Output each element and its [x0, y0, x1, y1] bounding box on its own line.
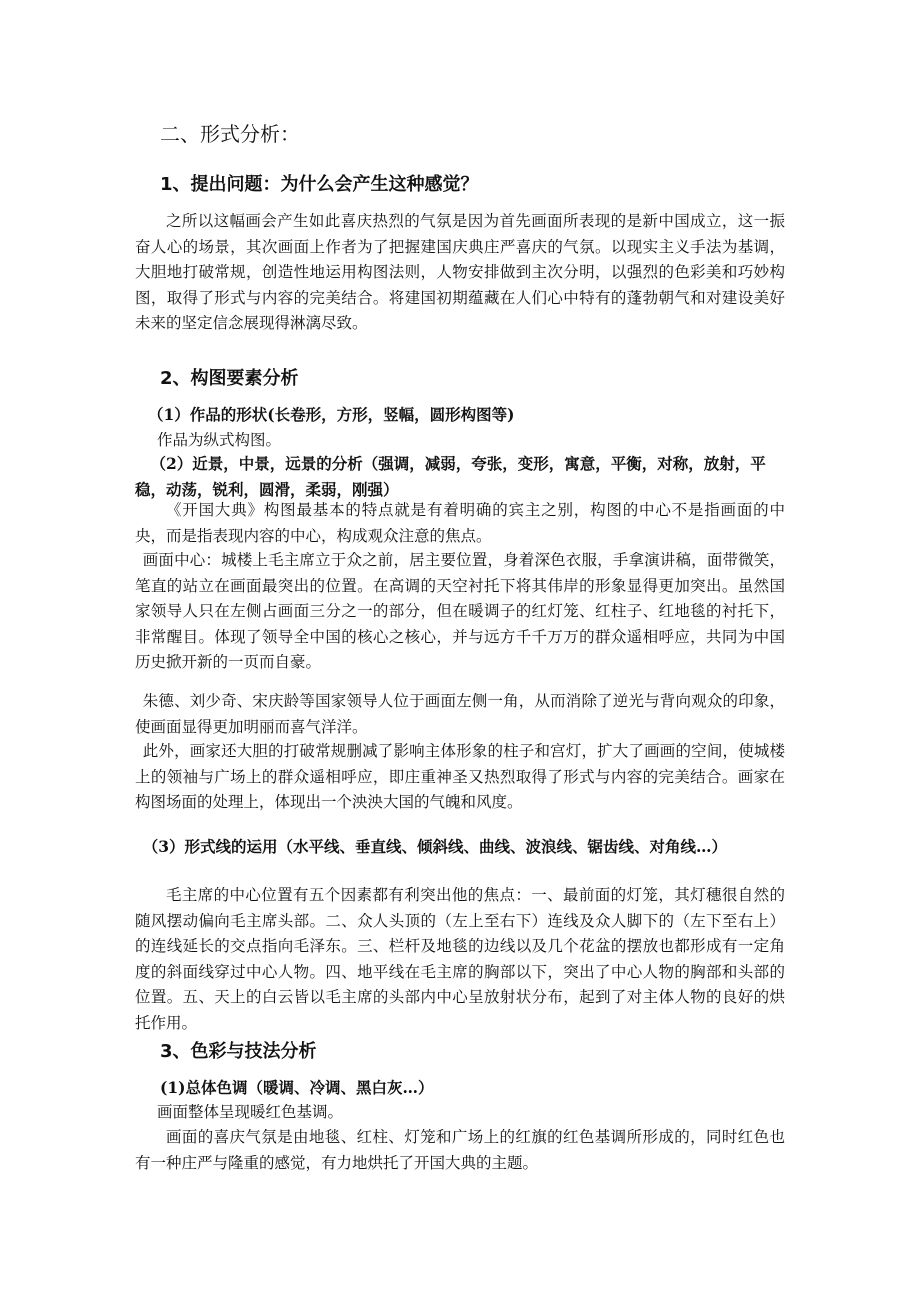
- depth-subheading: （2）近景，中景，远景的分析（强调，减弱，夸张，变形，寓意，平衡，对称，放射，平稳，动荡，锐利，圆滑，柔弱，刚强）: [135, 454, 766, 499]
- depth-paragraph-2: 画面中心：城楼上毛主席立于众之前，居主要位置，身着深色衣服，手拿演讲稿，面带微笑，笔直的站立在画面最突出的位置。在高调的天空衬托下将其伟岸的形象显得更加突出。虽然国家领导人只在左侧占画面三分之一的部分，但在暖调子的红灯笼、红柱子、红地毯的衬托下，非常醒目。体现了领导全中国的核心之核心，并与远方千千万万的群众遥相呼应，共同为中国历史掀开新的一页而自豪。: [135, 551, 785, 671]
- lines-subheading: （3）形式线的运用（水平线、垂直线、倾斜线、曲线、波浪线、锯齿线、对角线…）: [142, 837, 728, 856]
- depth-paragraph-1: 《开国大典》构图最基本的特点就是有着明确的宾主之别，构图的中心不是指画面的中央，而是指表现内容的中心，构成观众注意的焦点。: [135, 501, 785, 545]
- lines-paragraph: 毛主席的中心位置有五个因素都有利突出他的焦点：一、最前面的灯笼，其灯穗很自然的随风摆动偏向毛主席头部。二、众人头顶的（左上至右下）连线及众人脚下的（左下至右上）的连线延长的交点指向毛泽东。三、栏杆及地毯的边线以及几个花盆的摆放也都形成有一定角度的斜面线穿过中心人物。四、地平线在毛主席的胸部以下，突出了中心人物的胸部和头部的位置。五、天上的白云皆以毛主席的头部内中心呈放射状分布，起到了对主体人物的良好的烘托作用。: [135, 886, 785, 1032]
- question-1-heading: 1、提出问题：为什么会产生这种感觉？: [160, 174, 479, 195]
- shape-subheading: （1）作品的形状(长卷形，方形，竖幅，圆形构图等): [148, 405, 515, 424]
- color-technique-heading: 3、色彩与技法分析: [160, 1041, 317, 1062]
- tone-paragraph-1: 画面整体呈现暖红色基调。: [157, 1103, 344, 1121]
- depth-paragraph-3: 朱德、刘少奇、宋庆龄等国家领导人位于画面左侧一角，从而消除了逆光与背向观众的印象，使画面显得更加明丽而喜气洋洋。: [135, 692, 785, 736]
- section-title: 二、形式分析：: [160, 122, 300, 146]
- tone-subheading: (1)总体色调（暖调、冷调、黑白灰…）: [160, 1078, 434, 1097]
- question-1-paragraph: 之所以这幅画会产生如此喜庆热烈的气氛是因为首先画面所表现的是新中国成立，这一振奋人心的场景，其次画面上作者为了把握建国庆典庄严喜庆的气氛。以现实主义手法为基调，大胆地打破常规，创造性地运用构图法则，人物安排做到主次分明，以强烈的色彩美和巧妙构图，取得了形式与内容的完美结合。将建国初期蕴藏在人们心中特有的蓬勃朝气和对建设美好未来的坚定信念展现得淋漓尽致。: [135, 212, 785, 332]
- composition-heading: 2、构图要素分析: [160, 368, 299, 389]
- tone-paragraph-2: 画面的喜庆气氛是由地毯、红柱、灯笼和广场上的红旗的红色基调所形成的，同时红色也有一种庄严与隆重的感觉，有力地烘托了开国大典的主题。: [135, 1128, 785, 1172]
- depth-paragraph-4: 此外，画家还大胆的打破常规删减了影响主体形象的柱子和宫灯，扩大了画画的空间，使城楼上的领袖与广场上的群众遥相呼应，即庄重神圣又热烈取得了形式与内容的完美结合。画家在构图场面的处理上，体现出一个泱泱大国的气魄和风度。: [135, 742, 785, 811]
- shape-paragraph: 作品为纵式构图。: [157, 431, 282, 449]
